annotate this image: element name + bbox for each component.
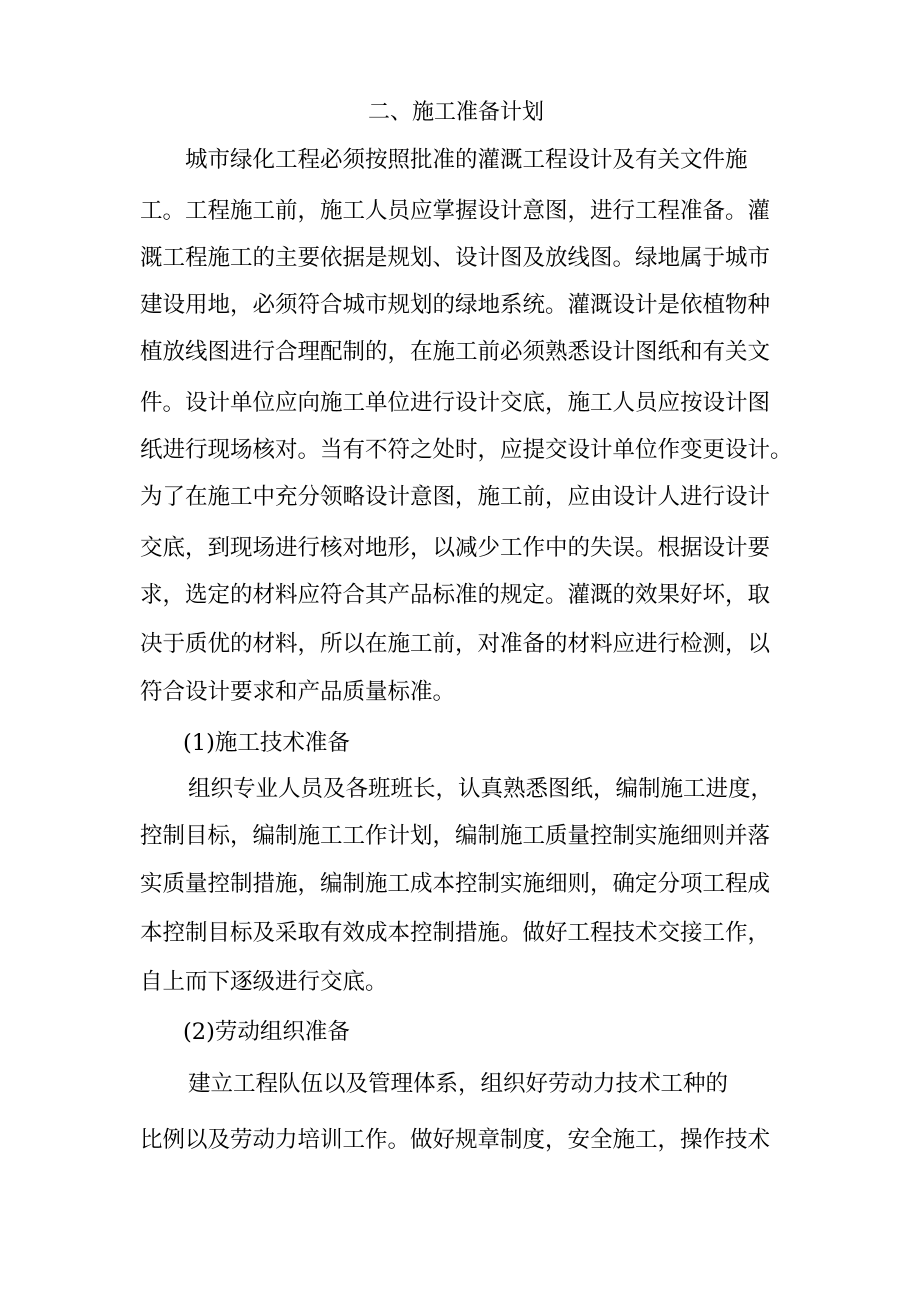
text-line: 控制目标，编制施工工作计划，编制施工质量控制实施细则并落 <box>140 823 771 849</box>
subsection-heading: (2)劳动组织准备 <box>183 1019 350 1045</box>
text-line: 植放线图进行合理配制的，在施工前必须熟悉设计图纸和有关文 <box>140 339 771 365</box>
text-line: 实质量控制措施，编制施工成本控制实施细则，确定分项工程成 <box>140 871 771 897</box>
text-line: 决于质优的材料，所以在施工前，对准备的材料应进行检测，以 <box>140 631 771 657</box>
text-line: 本控制目标及采取有效成本控制措施。做好工程技术交接工作， <box>140 920 771 946</box>
text-line: 交底，到现场进行核对地形，以减少工作中的失误。根据设计要 <box>140 535 771 561</box>
subsection-heading: (1)施工技术准备 <box>183 730 350 756</box>
text-line: 建设用地，必须符合城市规划的绿地系统。灌溉设计是依植物种 <box>140 292 771 318</box>
text-line: 比例以及劳动力培训工作。做好规章制度，安全施工，操作技术 <box>140 1127 771 1153</box>
text-line: 求，选定的材料应符合其产品标准的规定。灌溉的效果好坏，取 <box>140 582 771 608</box>
text-line: 件。设计单位应向施工单位进行设计交底，施工人员应按设计图 <box>140 390 771 416</box>
text-line: 溉工程施工的主要依据是规划、设计图及放线图。绿地属于城市 <box>140 245 771 271</box>
text-line: 为了在施工中充分领略设计意图，施工前，应由设计人进行设计 <box>140 484 771 510</box>
text-line: 组织专业人员及各班班长，认真熟悉图纸，编制施工进度， <box>188 776 774 802</box>
text-line: 自上而下逐级进行交底。 <box>140 969 388 995</box>
text-line: 建立工程队伍以及管理体系，组织好劳动力技术工种的 <box>188 1071 729 1097</box>
text-line: 城市绿化工程必须按照批准的灌溉工程设计及有关文件施 <box>185 147 748 173</box>
text-line: 纸进行现场核对。当有不符之处时，应提交设计单位作变更设计。 <box>140 437 793 463</box>
text-line: 工。工程施工前，施工人员应掌握设计意图，进行工程准备。灌 <box>140 198 771 224</box>
text-line: 符合设计要求和产品质量标准。 <box>140 679 456 705</box>
section-title: 二、施工准备计划 <box>368 100 545 125</box>
